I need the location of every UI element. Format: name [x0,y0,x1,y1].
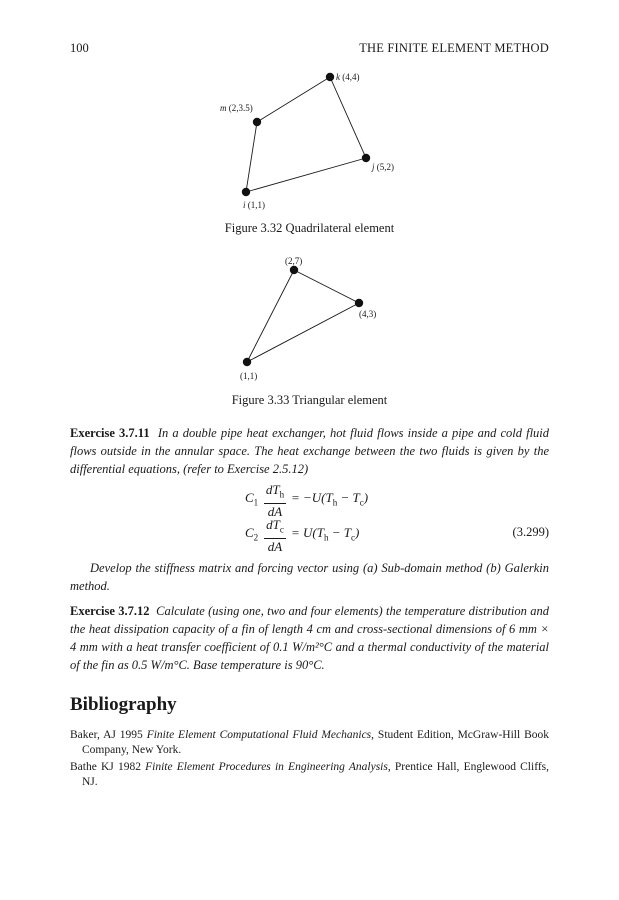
node-bottom [243,358,251,366]
node-i [242,188,250,196]
label-j: j (5,2) [372,162,395,172]
exercise-3-7-11-text: In a double pipe heat exchanger, hot fluid flows inside a pipe and cold fluid flows outside in the annular space. The heat exchange between the two fluids is given by the differential equations, (refer to Exercise 2.5.12) [70,426,550,476]
label-k: k (4,4) [336,72,360,82]
figure-3-32-caption: Figure 3.32 Quadrilateral element [224,221,395,235]
node-right [355,299,363,307]
node-m [253,118,261,126]
quadrilateral-outline [246,77,366,192]
page-number: 100 [70,41,89,55]
exercise-3-7-12-text: Calculate (using one, two and four elements) the temperature distribution and the heat dissipation capacity of a fin of length 4 cm and cross-sectional dimensions of 6 mm × 4 mm with a heat transfer coefficient of 0.1 W/m²°C and a thermal conductivity of the material of the fin as 0.5 W/m°C. Base temperature is 90°C. [70,604,549,672]
equation-number: (3.299) [512,525,549,539]
exercise-3-7-12 [70,602,549,674]
exercise-3-7-11-followup: Develop the stiffness matrix and forcing vector using (a) Sub-domain method (b) Galerkin method. [70,561,549,593]
equation-2: $C_2$ $dT_c$ dA = $U(T_h - T_c)$ [245,517,360,554]
label-bottom: (1,1) [240,371,258,381]
quadrilateral-figure [0,0,619,230]
exercise-3-7-11 [70,424,549,478]
node-j [362,154,370,162]
exercise-3-7-11-label: Exercise 3.7.11 [70,426,150,440]
bib-entry: Baker, AJ 1995 Finite Element Computational Fluid Mechanics, Student Edition, McGraw-Hill Book Company, New York. [70,729,549,756]
bib-entry: Bathe KJ 1982 Finite Element Procedures in Engineering Analysis, Prentice Hall, Englewood Cliffs, NJ. [70,761,549,788]
bibliography-heading: Bibliography [70,694,177,715]
figure-3-33-caption: Figure 3.33 Triangular element [231,393,388,407]
label-right: (4,3) [359,309,377,319]
label-top: (2,7) [285,256,303,266]
triangle-outline [247,270,359,362]
exercise-3-7-12-label: Exercise 3.7.12 [70,604,150,618]
equation-1: $C_1$ $dT_h$ dA = $-U(T_h - T_c)$ [245,482,369,519]
label-i: i (1,1) [243,200,266,210]
node-top [290,266,298,274]
node-k [326,73,334,81]
triangle-figure [0,250,619,390]
running-title: THE FINITE ELEMENT METHOD [359,41,549,55]
label-m: m (2,3.5) [220,103,253,113]
